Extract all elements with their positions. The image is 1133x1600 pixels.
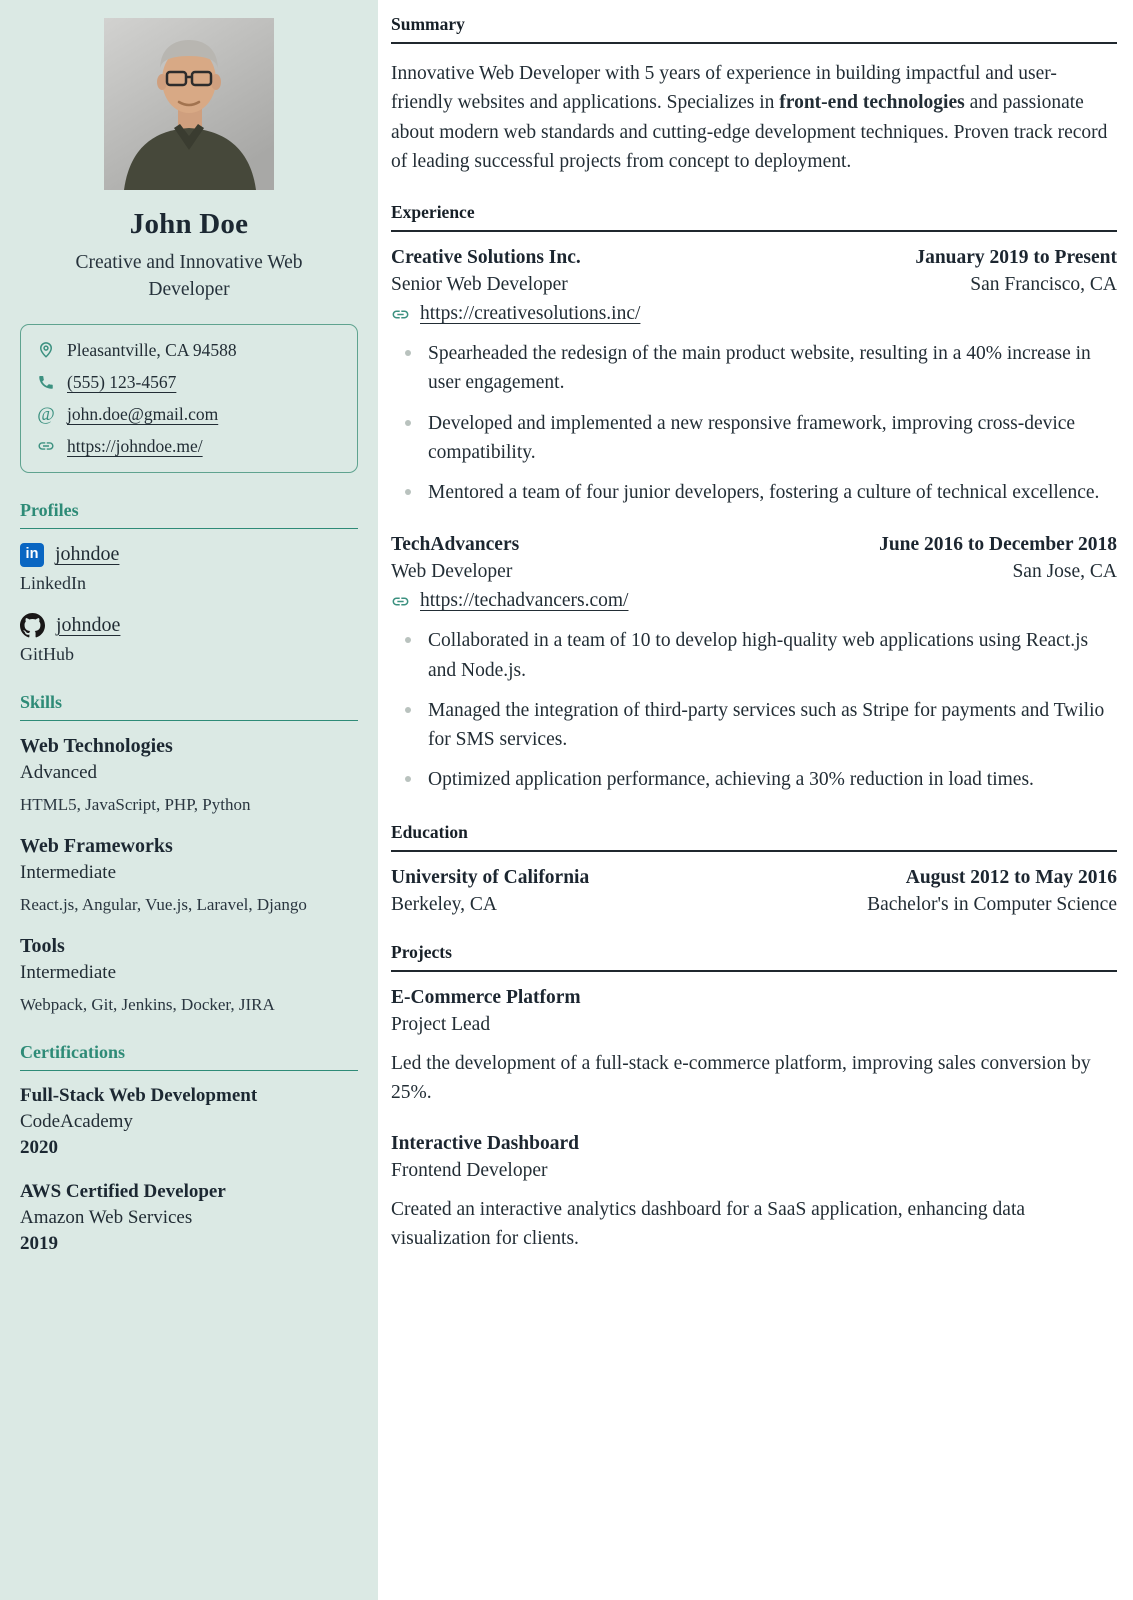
location-pin-icon (37, 341, 55, 359)
github-network-label: GitHub (20, 643, 74, 664)
job-location: San Jose, CA (1012, 561, 1117, 583)
job-bullet-list (391, 626, 1117, 794)
job-link-row (391, 590, 1117, 612)
certification-name: AWS Certified Developer (20, 1180, 226, 1202)
skill-level: Intermediate (20, 961, 117, 983)
linkedin-network-label: LinkedIn (20, 572, 86, 593)
link-icon (391, 592, 410, 611)
link-icon (391, 305, 410, 324)
certification-year: 2019 (20, 1232, 58, 1254)
job-bullet: Collaborated in a team of 10 to develop high-quality web applications using React.js and Node.js. (391, 626, 1117, 685)
job-bullet: Managed the integration of third-party services such as Stripe for payments and Twilio for SMS services. (391, 696, 1117, 755)
profile-linkedin-row (20, 543, 358, 567)
contact-phone-row (37, 372, 343, 393)
contact-email-link[interactable]: john.doe@gmail.com (67, 403, 219, 424)
skill-name: Tools (20, 934, 65, 957)
contact-card (20, 324, 358, 473)
skill-name: Web Frameworks (20, 834, 173, 857)
education-header-row (391, 867, 1117, 889)
summary-text-bold: front-end technologies (779, 92, 965, 114)
certification-name: Full-Stack Web Development (20, 1084, 258, 1106)
summary-text (391, 59, 1117, 176)
job-location: San Francisco, CA (970, 274, 1117, 295)
main-content (378, 0, 1133, 1600)
job-dates: January 2019 to Present (915, 247, 1117, 268)
experience-section-heading: Experience (391, 202, 1117, 232)
summary-text-after: and passionate about modern web standards and cutting-edge development techniques. Proven track record of leading successful projects from concept to deployment. (391, 92, 1108, 172)
education-subheader-row (391, 889, 1117, 916)
skill-level: Intermediate (20, 861, 117, 883)
job-subheader-row (391, 556, 1117, 583)
skill-keywords: React.js, Angular, Vue.js, Laravel, Django (20, 894, 307, 914)
summary-text-before: Innovative Web Developer with 5 years of experience in building impactful and user-friendly websites and applications. Specializes in (391, 63, 1057, 114)
project-name: Interactive Dashboard (391, 1133, 579, 1154)
at-sign-icon: @ (37, 403, 55, 425)
job-bullet: Spearheaded the redesign of the main product website, resulting in a 40% increase in user engagement. (391, 339, 1117, 398)
skill-item (20, 935, 358, 1015)
project-role: Frontend Developer (391, 1160, 548, 1181)
project-description: Created an interactive analytics dashboard for a SaaS application, enhancing data visualization for clients. (391, 1199, 1026, 1250)
job-link-row (391, 303, 1117, 325)
job-bullet: Mentored a team of four junior developers, fostering a culture of technical excellence. (391, 478, 1117, 507)
profile-photo (104, 18, 274, 190)
phone-icon (37, 373, 55, 391)
job-header-row (391, 534, 1117, 556)
skill-level: Advanced (20, 761, 98, 783)
education-location: Berkeley, CA (391, 893, 497, 915)
profile-item-linkedin (20, 543, 358, 594)
job-bullet: Optimized application performance, achieving a 30% reduction in load times. (391, 765, 1117, 794)
certifications-heading: Certifications (20, 1042, 358, 1071)
job-bullet: Developed and implemented a new responsive framework, improving cross-device compatibility. (391, 409, 1117, 468)
contact-location: Pleasantville, CA 94588 (67, 339, 237, 360)
summary-section (391, 14, 1117, 176)
experience-entry (391, 534, 1117, 794)
github-username-link[interactable]: johndoe (56, 613, 121, 636)
projects-section (391, 942, 1117, 1254)
project-name: E-Commerce Platform (391, 986, 581, 1008)
certification-issuer: Amazon Web Services (20, 1206, 193, 1228)
contact-location-row (37, 340, 343, 361)
skill-item (20, 735, 358, 815)
linkedin-icon: in (20, 543, 44, 567)
project-entry (391, 987, 1117, 1108)
candidate-headline: Creative and Innovative Web Developer (75, 252, 303, 301)
projects-section-heading: Projects (391, 942, 1117, 972)
job-company: Creative Solutions Inc. (391, 247, 581, 268)
education-school: University of California (391, 866, 590, 888)
profile-github-row (20, 613, 358, 638)
profile-photo-image (104, 18, 274, 190)
certification-year: 2020 (20, 1136, 58, 1158)
contact-website-link[interactable]: https://johndoe.me/ (67, 435, 203, 456)
summary-section-heading: Summary (391, 14, 1117, 44)
skill-keywords: HTML5, JavaScript, PHP, Python (20, 794, 251, 814)
job-company: TechAdvancers (391, 534, 520, 556)
skill-name: Web Technologies (20, 734, 173, 757)
profile-item-github (20, 613, 358, 665)
skill-item (20, 835, 358, 915)
job-header-row (391, 247, 1117, 269)
education-section-heading: Education (391, 822, 1117, 852)
education-dates: August 2012 to May 2016 (905, 866, 1117, 888)
contact-phone-link[interactable]: (555) 123-4567 (67, 371, 177, 392)
certification-item (20, 1085, 358, 1159)
job-dates: June 2016 to December 2018 (879, 534, 1117, 556)
link-icon (37, 437, 55, 455)
certification-issuer: CodeAcademy (20, 1110, 133, 1132)
job-url-link[interactable]: https://techadvancers.com/ (420, 590, 629, 612)
job-bullet-list (391, 339, 1117, 507)
profiles-heading: Profiles (20, 500, 358, 529)
project-entry (391, 1133, 1117, 1254)
job-position: Senior Web Developer (391, 274, 568, 295)
project-description: Led the development of a full-stack e-commerce platform, improving sales conversion by 25%. (391, 1052, 1091, 1103)
candidate-name: John Doe (129, 208, 249, 240)
job-subheader-row (391, 269, 1117, 296)
education-degree: Bachelor's in Computer Science (867, 893, 1117, 915)
linkedin-username-link[interactable]: johndoe (55, 543, 120, 566)
job-url-link[interactable]: https://creativesolutions.inc/ (420, 303, 641, 324)
certification-item (20, 1181, 358, 1255)
skill-keywords: Webpack, Git, Jenkins, Docker, JIRA (20, 994, 275, 1014)
github-icon (20, 613, 45, 638)
job-position: Web Developer (391, 561, 513, 583)
experience-section (391, 202, 1117, 795)
sidebar (0, 0, 378, 1600)
education-section (391, 822, 1117, 916)
contact-website-row (37, 436, 343, 457)
project-role: Project Lead (391, 1013, 491, 1035)
experience-entry (391, 247, 1117, 507)
contact-email-row (37, 404, 343, 425)
skills-heading: Skills (20, 692, 358, 721)
